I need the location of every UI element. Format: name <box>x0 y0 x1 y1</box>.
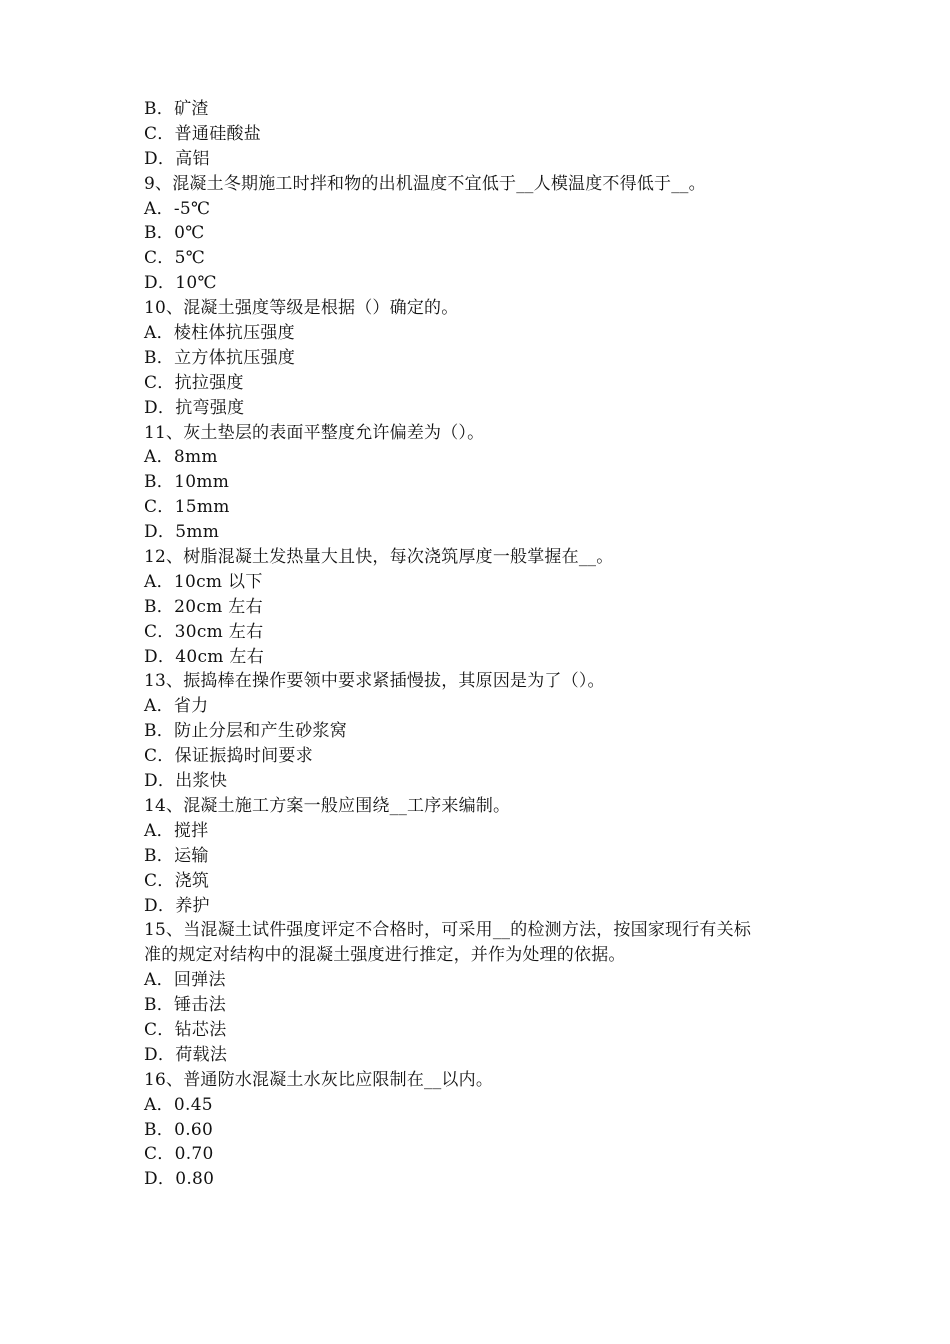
answer-option: D．出浆快 <box>144 771 228 792</box>
answer-option: C．0.70 <box>144 1144 214 1165</box>
answer-option: B．防止分层和产生砂浆窝 <box>144 721 348 742</box>
question-text: 13、振捣棒在操作要领中要求紧插慢拔，其原因是为了（）。 <box>144 671 605 692</box>
answer-option: A．搅拌 <box>144 820 209 841</box>
question-text: 16、普通防水混凝土水灰比应限制在__以内。 <box>144 1069 494 1090</box>
question-text: 15、当混凝土试件强度评定不合格时，可采用__的检测方法，按国家现行有关标 <box>144 920 752 941</box>
question-list <box>144 97 814 1192</box>
answer-option: C．钻芯法 <box>144 1019 227 1040</box>
answer-option: C．15mm <box>144 497 230 518</box>
answer-option: D．10℃ <box>144 273 217 294</box>
answer-option: B．立方体抗压强度 <box>144 347 296 368</box>
answer-option: A．棱柱体抗压强度 <box>144 323 295 344</box>
answer-option: A．省力 <box>144 696 209 717</box>
answer-option: C．抗拉强度 <box>144 372 244 393</box>
answer-option: C．普通硅酸盐 <box>144 123 262 144</box>
question-text: 12、树脂混凝土发热量大且快，每次浇筑厚度一般掌握在__。 <box>144 547 614 568</box>
answer-option: D．40cm 左右 <box>144 646 265 667</box>
answer-option: B．0℃ <box>144 223 205 244</box>
answer-option: C．保证振捣时间要求 <box>144 746 314 767</box>
answer-option: D．高铝 <box>144 148 210 169</box>
answer-option: D．养护 <box>144 895 210 916</box>
question-text: 14、混凝土施工方案一般应围绕__工序来编制。 <box>144 795 511 816</box>
answer-option: C．5℃ <box>144 248 206 269</box>
answer-option: B．20cm 左右 <box>144 596 263 617</box>
answer-option: A．回弹法 <box>144 970 226 991</box>
answer-option: A．8mm <box>144 447 218 468</box>
answer-option: D．5mm <box>144 522 220 543</box>
answer-option: D．0.80 <box>144 1169 215 1190</box>
answer-option: B．运输 <box>144 845 209 866</box>
answer-option: A．-5℃ <box>144 198 211 219</box>
question-text: 10、混凝土强度等级是根据（）确定的。 <box>144 298 459 319</box>
question-text: 准的规定对结构中的混凝土强度进行推定，并作为处理的依据。 <box>144 945 626 966</box>
answer-option: A．10cm 以下 <box>144 571 263 592</box>
question-text: 9、混凝土冬期施工时拌和物的出机温度不宜低于__人模温度不得低于__。 <box>144 173 706 194</box>
answer-option: A．0.45 <box>144 1094 213 1115</box>
answer-option: B．0.60 <box>144 1119 214 1140</box>
answer-option: B．10mm <box>144 472 230 493</box>
answer-option: D．荷载法 <box>144 1044 228 1065</box>
answer-option: B．矿渣 <box>144 99 209 119</box>
answer-option: C．浇筑 <box>144 870 210 891</box>
answer-option: C．30cm 左右 <box>144 621 264 642</box>
answer-option: B．锤击法 <box>144 995 226 1016</box>
answer-option: D．抗弯强度 <box>144 397 245 418</box>
question-text: 11、灰土垫层的表面平整度允许偏差为（）。 <box>144 422 485 443</box>
